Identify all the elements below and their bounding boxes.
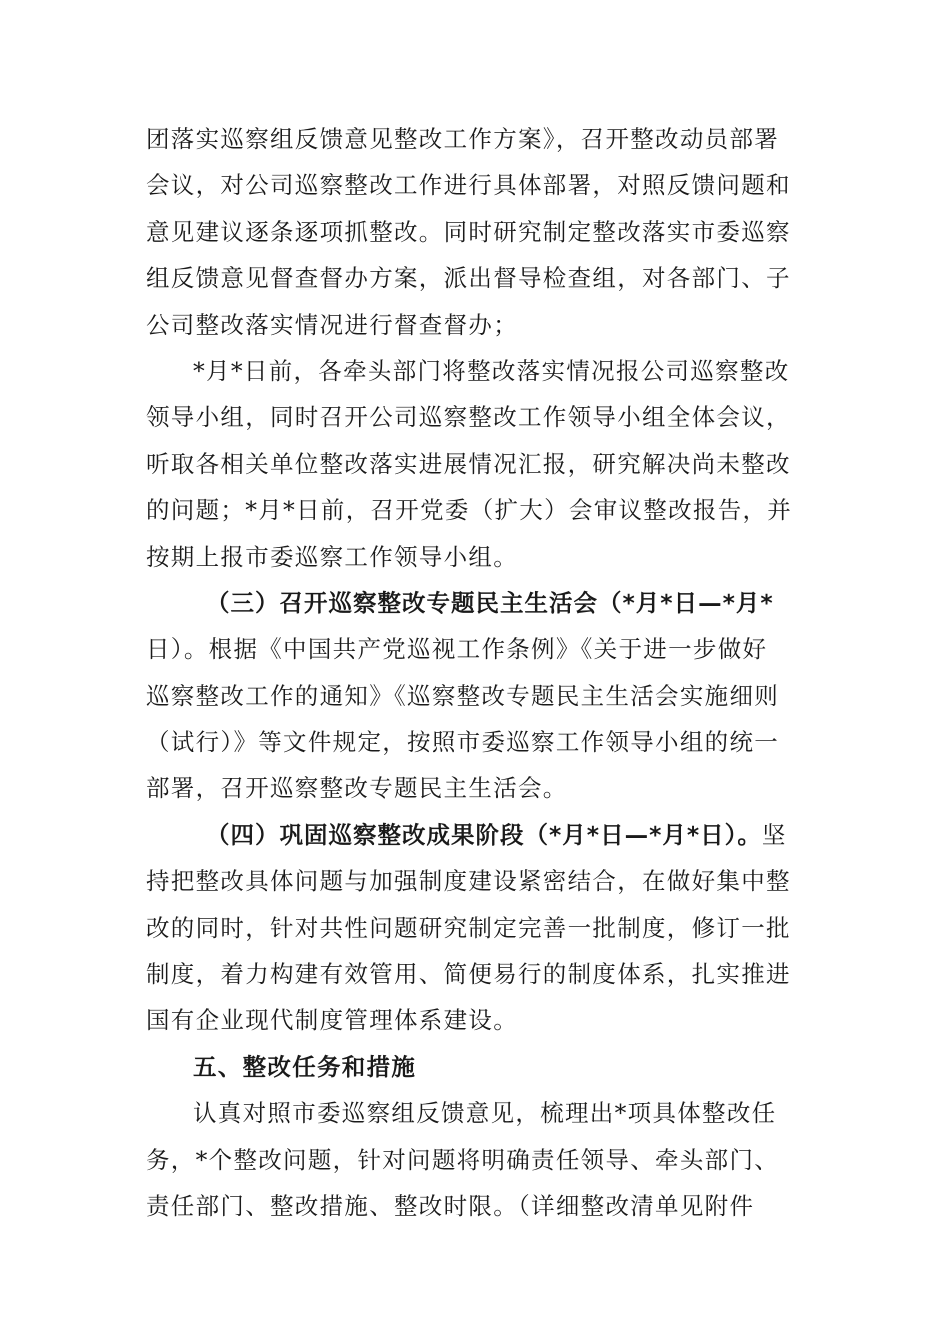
paragraph-line: 持把整改具体问题与加强制度建设紧密结合，在做好集中整	[146, 867, 791, 896]
paragraph-line: 的问题；*月*日前，召开党委（扩大）会审议整改报告，并	[146, 496, 793, 525]
paragraph-line: 国有企业现代制度管理体系建设。	[146, 1006, 518, 1035]
paragraph-line: 责任部门、整改措施、整改时限。（详细整改清单见附件	[146, 1191, 755, 1220]
paragraph-line: 会议，对公司巡察整改工作进行具体部署，对照反馈问题和	[146, 171, 791, 200]
paragraph-line: （试行）》等文件规定，按照市委巡察工作领导小组的统一	[146, 728, 780, 757]
paragraph-line: 认真对照市委巡察组反馈意见，梳理出*项具体整改任	[193, 1099, 777, 1128]
paragraph-line: *月*日前，各牵头部门将整改落实情况报公司巡察整改	[193, 356, 790, 385]
paragraph-text: 坚	[761, 820, 787, 849]
section-heading: 五、整改任务和措施	[193, 1052, 417, 1081]
paragraph-line: 巡察整改工作的通知》《巡察整改专题民主生活会实施细则	[146, 681, 780, 710]
paragraph-line: 改的同时，针对共性问题研究制定完善一批制度，修订一批	[146, 913, 791, 942]
paragraph-line: 日）。根据《中国共产党巡视工作条例》《关于进一步做好	[146, 635, 768, 664]
subheading-four: （四）巩固巡察整改成果阶段（*月*日—*月*日）。	[206, 820, 762, 849]
document-body	[146, 116, 810, 1229]
paragraph-line: 制度，着力构建有效管用、简便易行的制度体系，扎实推进	[146, 960, 791, 989]
paragraph-line: 务，*个整改问题，针对问题将明确责任领导、牵头部门、	[146, 1145, 780, 1174]
paragraph-line: 听取各相关单位整改落实进展情况汇报，研究解决尚未整改	[146, 449, 791, 478]
paragraph-line: 公司整改落实情况进行督查督办；	[146, 310, 518, 339]
paragraph-line: 组反馈意见督查督办方案，派出督导检查组，对各部门、子	[146, 264, 791, 293]
paragraph-line: 意见建议逐条逐项抓整改。同时研究制定整改落实市委巡察	[146, 217, 791, 246]
paragraph-line: 按期上报市委巡察工作领导小组。	[146, 542, 518, 571]
subheading-three: （三）召开巡察整改专题民主生活会（*月*日—*月*	[206, 588, 774, 617]
paragraph-line: 部署，召开巡察整改专题民主生活会。	[146, 774, 568, 803]
paragraph-line: 团落实巡察组反馈意见整改工作方案》，召开整改动员部署	[146, 125, 780, 153]
subheading-four-line	[146, 812, 810, 858]
paragraph-line: 领导小组，同时召开公司巡察整改工作领导小组全体会议，	[146, 403, 791, 432]
